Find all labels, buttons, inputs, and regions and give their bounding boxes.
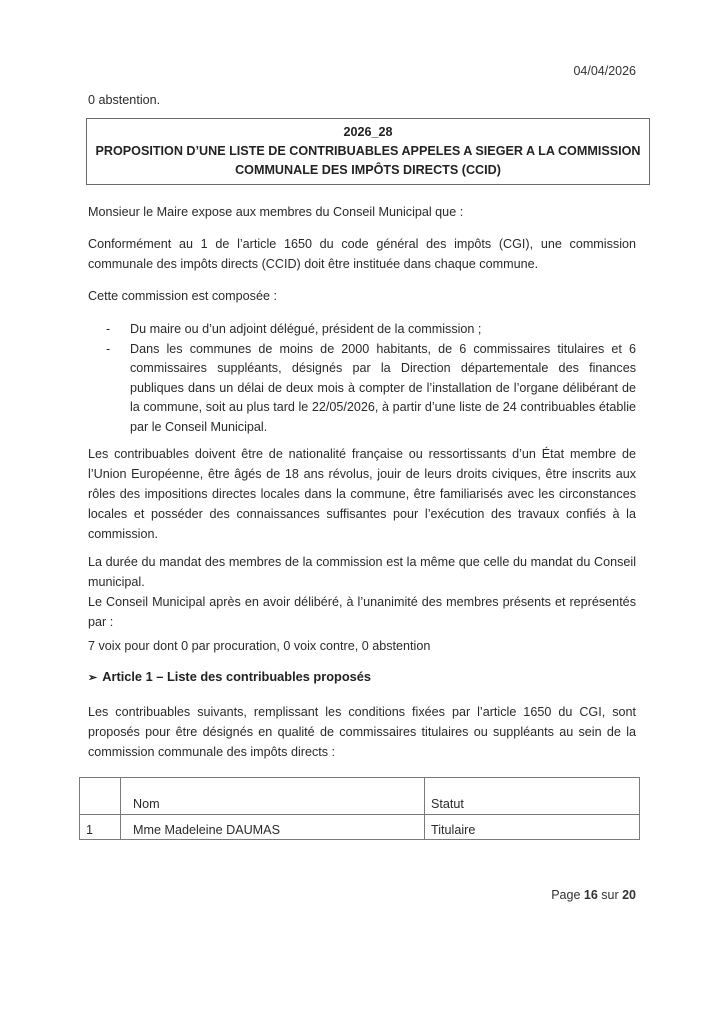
list-item-text: Dans les communes de moins de 2000 habitants, de 6 commissaires titulaires et 6 commissaires suppléants, désignés par la Direction départementale des finances publiques dans un délai de deux mois à compter de l’installation de l’organe délibérant de la commune, soit au plus tard le 22/05/2026, à partir d’une liste de 24 contribuables établie par le Conseil Municipal. <box>130 341 636 434</box>
page-separator: sur <box>597 888 623 902</box>
article1-paragraph: Les contribuables suivants, remplissant les conditions fixées par l’article 1650 du CGI, sont proposés pour être désignés en qualité de commissaires titulaires ou suppléants au sein de la commission communale des impôts directs : <box>88 705 636 759</box>
header-cell-name: Nom <box>121 778 425 815</box>
deliberation-number: 2026_28 <box>343 125 393 139</box>
list-item <box>106 320 636 340</box>
header-cell-number <box>80 778 121 815</box>
intro-paragraph: Monsieur le Maire expose aux membres du Conseil Municipal que : <box>88 205 464 219</box>
current-page: 16 <box>583 888 598 902</box>
paragraph-mandate-duration: La durée du mandat des membres de la commission est la même que celle du mandat du Conseil municipal. <box>88 555 636 589</box>
header-cell-status: Statut <box>425 778 640 815</box>
contributors-table <box>79 777 640 840</box>
deliberation-title-box <box>86 118 650 185</box>
article1-heading <box>88 669 371 684</box>
list-item-text: Du maire ou d’un adjoint délégué, président de la commission ; <box>130 322 482 336</box>
previous-vote-tail: 0 abstention. <box>88 93 161 107</box>
cell-number: 1 <box>80 815 121 840</box>
article1-heading-text: Article 1 – Liste des contribuables proposés <box>102 669 372 684</box>
page-prefix: Page <box>551 888 584 902</box>
table-row <box>80 815 640 840</box>
table-header-row <box>80 778 640 815</box>
cell-status: Titulaire <box>425 815 640 840</box>
composition-list <box>106 320 636 437</box>
list-item <box>106 340 636 438</box>
cell-name: Mme Madeleine DAUMAS <box>121 815 425 840</box>
paragraph-council-decision: Le Conseil Municipal après en avoir délibéré, à l’unanimité des membres présents et représentés par : <box>88 595 636 629</box>
total-pages: 20 <box>622 888 636 902</box>
deliberation-title-line2: COMMUNALE DES IMPÔTS DIRECTS (CCID) <box>235 163 501 177</box>
vote-result: 7 voix pour dont 0 par procuration, 0 voix contre, 0 abstention <box>88 639 431 653</box>
paragraph-eligibility: Les contribuables doivent être de nationalité française ou ressortissants d’un État membre de l’Union Européenne, être âgés de 18 ans révolus, jouir de leurs droits civiques, être inscrits aux rôles des impositions directes locales dans la commune, être familiarisés avec les circonstances locales et posséder des connaissances suffisantes pour l’exécution des travaux confiés à la commission. <box>88 447 636 541</box>
paragraph-composition: Cette commission est composée : <box>88 289 277 303</box>
arrow-bullet-icon: ➢ <box>88 672 98 684</box>
document-date: 04/04/2026 <box>573 64 636 78</box>
dash-bullet: - <box>106 322 111 336</box>
dash-bullet: - <box>106 341 111 356</box>
page-number <box>551 888 636 902</box>
deliberation-title-line1: PROPOSITION D’UNE LISTE DE CONTRIBUABLES APPELES A SIEGER A LA COMMISSION <box>95 144 641 158</box>
paragraph-cgi: Conformément au 1 de l’article 1650 du code général des impôts (CGI), une commission communale des impôts directs (CCID) doit être instituée dans chaque commune. <box>88 237 636 271</box>
